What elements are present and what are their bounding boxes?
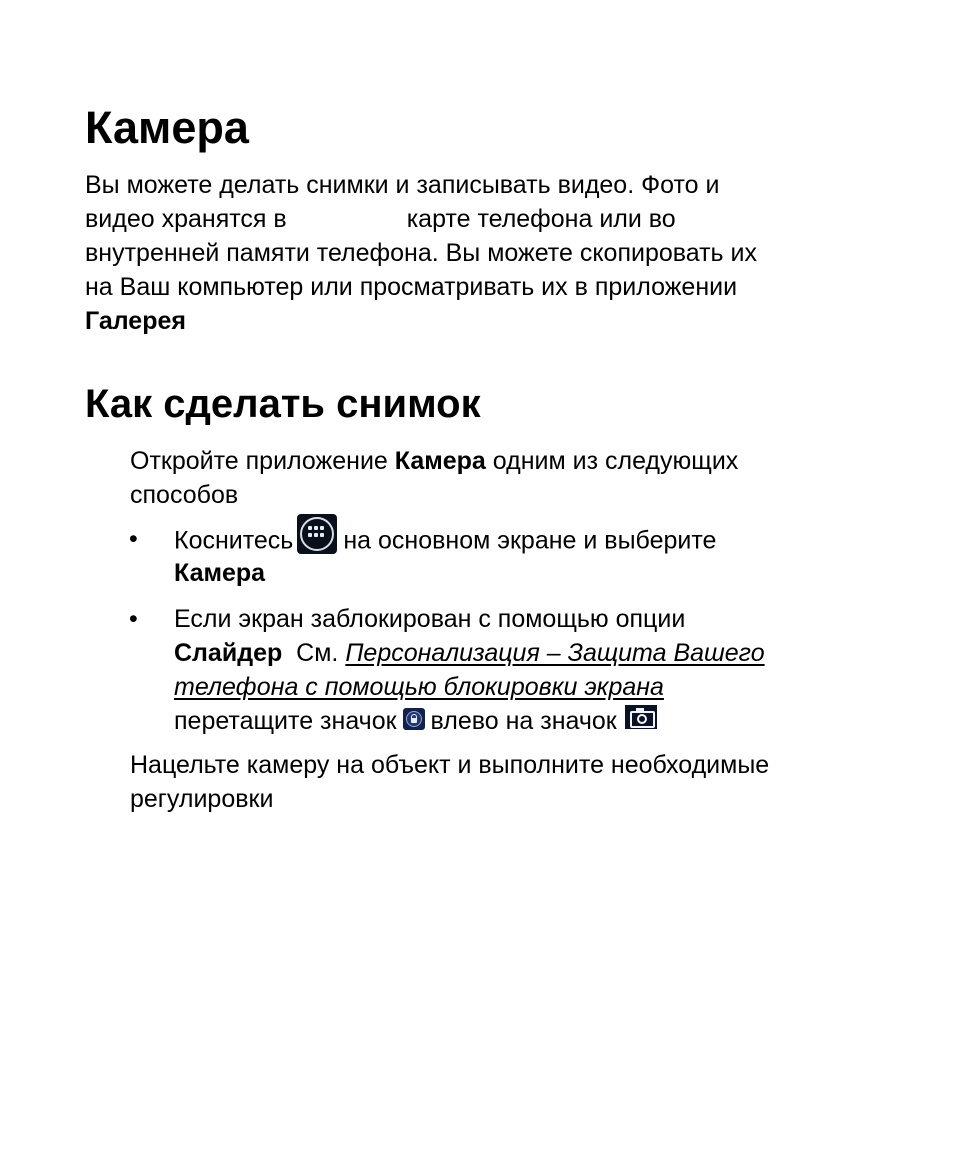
bullet-2-line-3 (174, 670, 664, 704)
gallery-app-name: Галерея (85, 307, 186, 335)
aim-line-2: регулировки (130, 785, 274, 813)
bullet-1-text-a: Коснитесь (174, 526, 294, 555)
page-title: Камера (85, 102, 249, 153)
bullet-2-line-1: Если экран заблокирован с помощью опции (174, 605, 686, 633)
drag-text: перетащите значок (174, 707, 397, 735)
bullet-2-line-4 (174, 704, 657, 738)
open-text-a: Откройте приложение (130, 447, 395, 475)
open-line-2: способов (130, 481, 239, 509)
bullet-1-marker: • (129, 525, 138, 553)
bullet-1-text-b: на основном экране и выберите (343, 526, 717, 555)
intro-line-2a: видео хранятся в (85, 205, 287, 233)
section-title: Как сделать снимок (85, 382, 481, 426)
intro-line-4: на Ваш компьютер или просматривать их в приложении (85, 273, 738, 301)
bullet-2-line-2 (174, 636, 765, 670)
intro-line-1: Вы можете делать снимки и записывать видео. Фото и (85, 171, 720, 199)
open-line-1 (130, 444, 738, 478)
left-to-text: влево на значок (430, 707, 617, 735)
see-label: См. (296, 639, 339, 667)
apps-grid-icon (297, 514, 337, 554)
aim-line-1: Нацельте камеру на объект и выполните необходимые (130, 751, 770, 779)
camera-icon (625, 705, 657, 729)
intro-line-2b: карте телефона или во (406, 205, 676, 233)
open-text-b: одним из следующих (485, 447, 739, 475)
personalization-link-part-2[interactable]: телефона с помощью блокировки экрана (174, 673, 664, 701)
intro-line-2 (85, 202, 676, 236)
bullet-1-camera: Камера (174, 559, 266, 587)
intro-line-3: внутренней памяти телефона. Вы можете скопировать их (85, 239, 757, 267)
lock-icon (403, 708, 425, 730)
slider-option: Слайдер (174, 639, 283, 667)
bullet-2-marker: • (129, 605, 138, 633)
camera-app-name: Камера (394, 447, 486, 475)
personalization-link-part-1[interactable]: Персонализация – Защита Вашего (345, 639, 765, 667)
